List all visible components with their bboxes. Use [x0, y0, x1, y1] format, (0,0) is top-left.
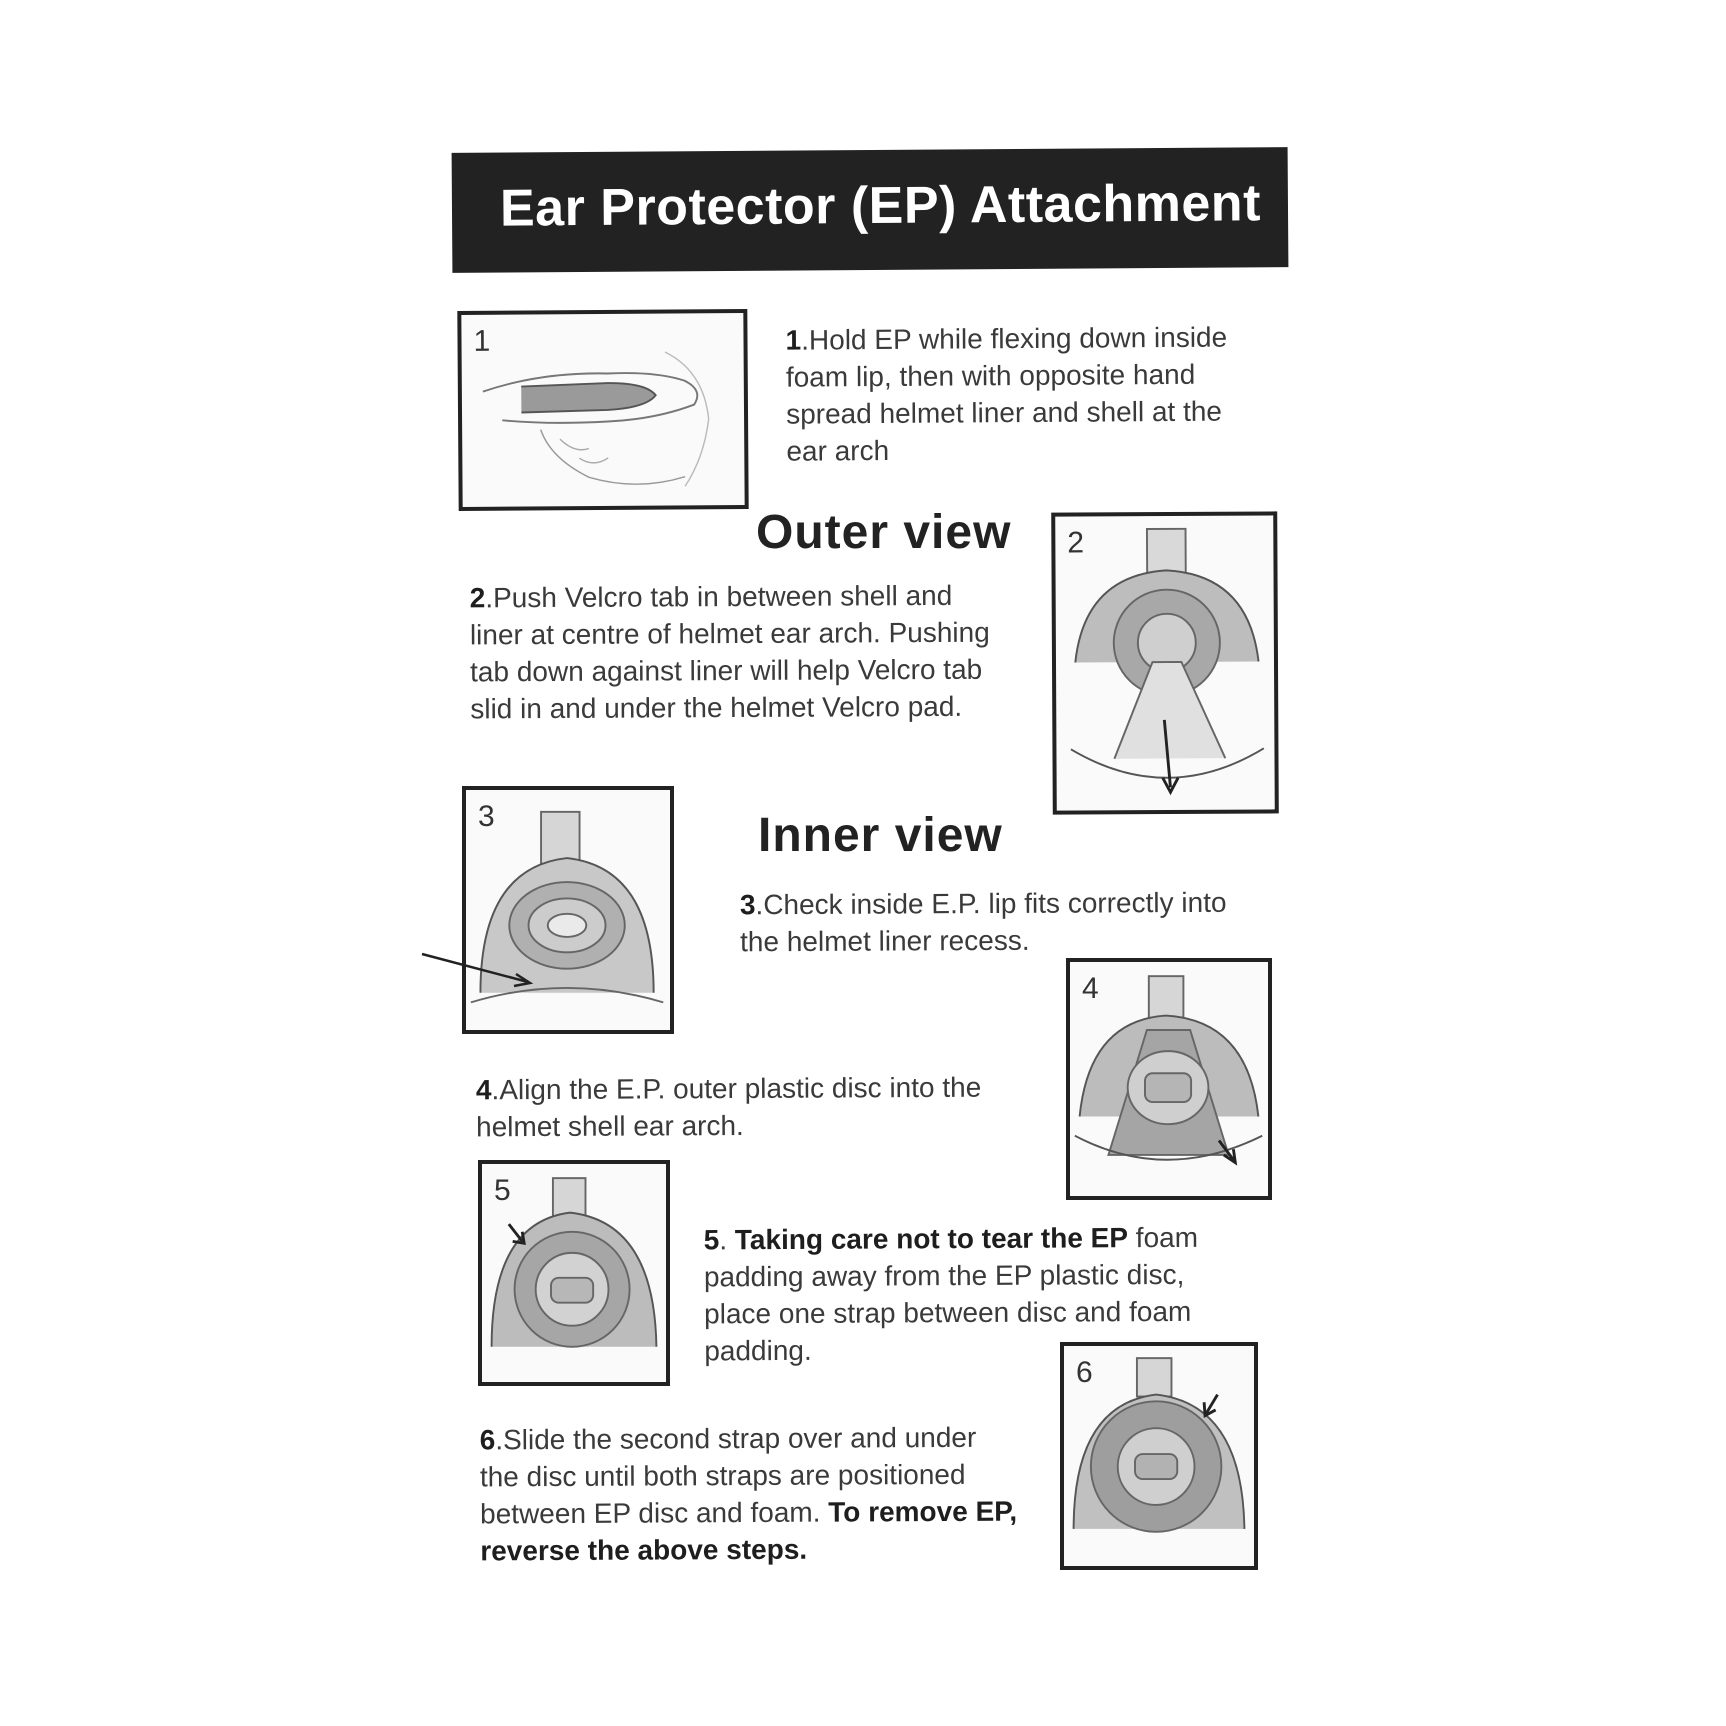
figure-2-illustration	[1055, 515, 1275, 810]
figure-6-second-strap	[1060, 1342, 1258, 1570]
step-description: Align the E.P. outer plastic disc into the helmet shell ear arch.	[476, 1071, 982, 1143]
title-banner	[452, 147, 1289, 273]
figure-number: 6	[1076, 1356, 1093, 1389]
step-4-text: 4.Align the E.P. outer plastic disc into the helmet shell ear arch.	[475, 1071, 982, 1143]
step-5-text: 5. Taking care not to tear the EP foam padding away from the EP plastic disc, place one strap between disc and foam padding.	[703, 1221, 1199, 1367]
figure-number: 4	[1082, 972, 1099, 1005]
figure-1-illustration	[461, 313, 744, 507]
figure-number: 5	[494, 1174, 511, 1207]
figure-4-outer-disc	[1066, 958, 1272, 1200]
step-description: Push Velcro tab in between shell and liner at centre of helmet ear arch. Pushing tab down against liner will help Velcro tab slid in and under the helmet Velcro pad.	[469, 579, 990, 725]
step-description: foam padding away from the EP plastic disc, place one strap between disc and foam padding.	[703, 1221, 1199, 1367]
step-number: 6	[479, 1424, 496, 1456]
figure-1-hand-flexing-ep	[457, 309, 748, 511]
step-2-text: 2.Push Velcro tab in between shell and liner at centre of helmet ear arch. Pushing tab down against liner will help Velcro tab slid in and under the helmet Velcro pad.	[469, 579, 990, 725]
figure-3-pointer-arrow	[420, 950, 540, 1000]
figure-5-first-strap	[478, 1160, 670, 1386]
step-description: Slide the second strap over and under the disc until both straps are positioned between EP disc and foam.	[479, 1421, 977, 1530]
outer-view-heading: Outer view	[756, 506, 1012, 559]
step-6-text: 6.Slide the second strap over and under the disc until both straps are positioned between EP disc and foam. To remove EP, reverse the above steps.	[479, 1421, 1018, 1567]
step-number: 4	[475, 1074, 492, 1106]
figure-number: 3	[478, 800, 495, 833]
step-bold-text: Taking care not to tear the EP	[734, 1222, 1129, 1256]
inner-view-heading: Inner view	[758, 809, 1003, 862]
step-number: 3	[739, 889, 756, 921]
step-bold-text: To remove EP, reverse the above steps.	[480, 1495, 1018, 1567]
step-1-text: 1.Hold EP while flexing down inside foam lip, then with opposite hand spread helmet liner and shell at the ear arch	[785, 321, 1228, 467]
step-description: Check inside E.P. lip fits correctly into the helmet liner recess.	[740, 886, 1227, 958]
figure-2-velcro-tab	[1051, 511, 1279, 814]
step-3-text: 3.Check inside E.P. lip fits correctly into the helmet liner recess.	[739, 886, 1227, 958]
figure-number: 2	[1067, 526, 1085, 560]
step-number: 2	[469, 582, 486, 614]
figure-number: 1	[473, 324, 491, 358]
figure-4-illustration	[1070, 962, 1268, 1196]
step-number: 5	[703, 1224, 720, 1256]
step-description: Hold EP while flexing down inside foam lip, then with opposite hand spread helmet liner and shell at the ear arch	[785, 321, 1228, 467]
page-title: Ear Protector (EP) Attachment	[499, 174, 1262, 238]
step-number: 1	[785, 324, 802, 356]
